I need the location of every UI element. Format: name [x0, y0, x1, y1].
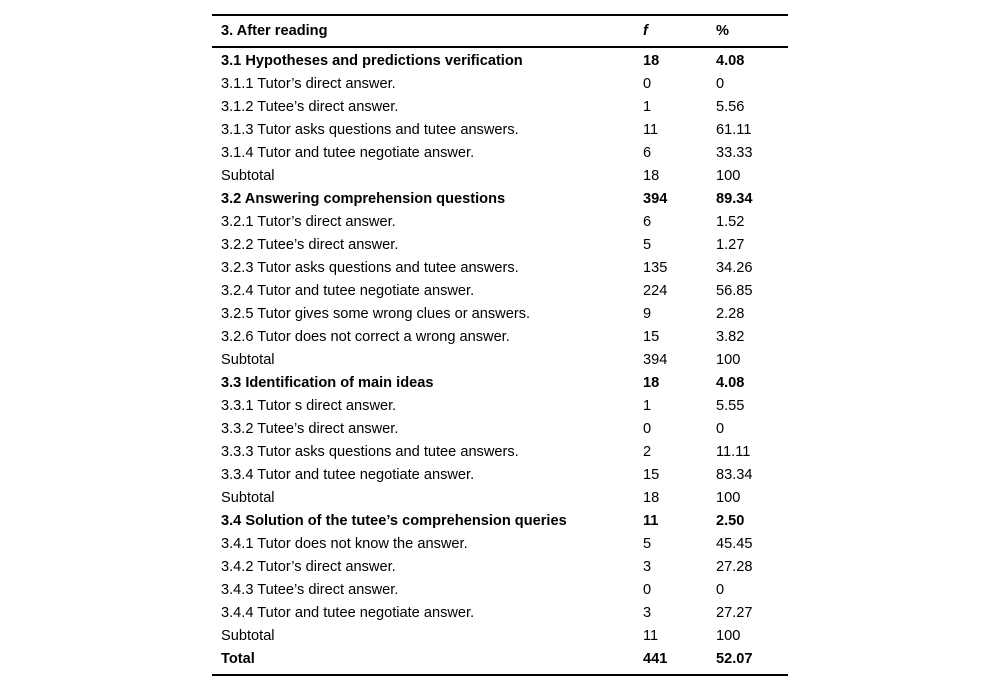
cell-percent: 1.27	[716, 237, 745, 253]
cell-frequency: 9	[643, 306, 652, 322]
table-row	[212, 418, 788, 441]
table-body	[212, 48, 788, 674]
cell-percent: 61.11	[716, 122, 752, 138]
cell-percent: 100	[716, 490, 741, 506]
cell-frequency: 11	[643, 513, 659, 529]
table-row	[212, 441, 788, 464]
cell-category: 3.2.2 Tutee’s direct answer.	[221, 237, 399, 253]
cell-category: 3.4.2 Tutor’s direct answer.	[221, 559, 396, 575]
cell-percent: 27.28	[716, 559, 753, 575]
cell-category: 3.1.3 Tutor asks questions and tutee answers.	[221, 122, 519, 138]
cell-category: 3.2 Answering comprehension questions	[221, 191, 506, 207]
cell-category: 3.1.2 Tutee’s direct answer.	[221, 99, 399, 115]
cell-category: 3.3 Identification of main ideas	[221, 375, 434, 391]
cell-frequency: 5	[643, 536, 652, 552]
cell-category: Subtotal	[221, 628, 275, 644]
cell-percent: 2.50	[716, 513, 745, 529]
cell-frequency: 18	[643, 490, 660, 506]
cell-percent: 0	[716, 421, 725, 437]
cell-percent: 34.26	[716, 260, 753, 276]
cell-category: 3.4 Solution of the tutee’s comprehension queries	[221, 513, 567, 529]
cell-category: 3.4.4 Tutor and tutee negotiate answer.	[221, 605, 475, 621]
table-row	[212, 556, 788, 579]
table-row	[212, 211, 788, 234]
cell-percent: 5.55	[716, 398, 745, 414]
cell-percent: 4.08	[716, 53, 745, 69]
cell-frequency: 6	[643, 145, 652, 161]
cell-category: 3.3.2 Tutee’s direct answer.	[221, 421, 399, 437]
table-row	[212, 487, 788, 510]
cell-category: 3.3.3 Tutor asks questions and tutee answers.	[221, 444, 519, 460]
cell-frequency: 11	[643, 628, 659, 644]
cell-percent: 0	[716, 76, 725, 92]
cell-percent: 11.11	[716, 444, 751, 460]
cell-percent: 5.56	[716, 99, 745, 115]
table-row	[212, 303, 788, 326]
table-row	[212, 165, 788, 188]
table-row	[212, 257, 788, 280]
cell-category: 3.1 Hypotheses and predictions verification	[221, 53, 523, 69]
cell-frequency: 394	[643, 191, 668, 207]
table-row	[212, 50, 788, 73]
cell-frequency: 5	[643, 237, 652, 253]
table-row	[212, 602, 788, 625]
cell-frequency: 6	[643, 214, 652, 230]
cell-frequency: 3	[643, 605, 652, 621]
cell-percent: 100	[716, 628, 741, 644]
header-percent-label: %	[716, 22, 729, 39]
cell-percent: 4.08	[716, 375, 745, 391]
cell-percent: 56.85	[716, 283, 753, 299]
cell-frequency: 18	[643, 375, 660, 391]
cell-category: 3.3.4 Tutor and tutee negotiate answer.	[221, 467, 475, 483]
cell-percent: 100	[716, 168, 741, 184]
cell-percent: 27.27	[716, 605, 753, 621]
cell-category: 3.2.1 Tutor’s direct answer.	[221, 214, 396, 230]
table-row	[212, 349, 788, 372]
cell-category: 3.2.4 Tutor and tutee negotiate answer.	[221, 283, 475, 299]
cell-category: 3.4.3 Tutee’s direct answer.	[221, 582, 399, 598]
table-row	[212, 533, 788, 556]
cell-percent: 1.52	[716, 214, 745, 230]
table-row	[212, 96, 788, 119]
cell-category: 3.1.1 Tutor’s direct answer.	[221, 76, 396, 92]
cell-percent: 33.33	[716, 145, 753, 161]
cell-frequency: 394	[643, 352, 668, 368]
cell-percent: 0	[716, 582, 725, 598]
cell-category: 3.4.1 Tutor does not know the answer.	[221, 536, 468, 552]
table-row	[212, 73, 788, 96]
cell-category: Subtotal	[221, 490, 275, 506]
cell-frequency: 2	[643, 444, 652, 460]
cell-category: 3.2.3 Tutor asks questions and tutee answers.	[221, 260, 519, 276]
cell-frequency: 224	[643, 283, 668, 299]
cell-frequency: 0	[643, 421, 652, 437]
table-row	[212, 625, 788, 648]
cell-frequency: 135	[643, 260, 668, 276]
table-row	[212, 464, 788, 487]
table-header-row	[212, 16, 788, 48]
cell-percent: 45.45	[716, 536, 753, 552]
table-row	[212, 648, 788, 671]
cell-percent: 52.07	[716, 651, 753, 667]
header-category-label: 3. After reading	[221, 22, 328, 39]
table-row	[212, 142, 788, 165]
cell-category: 3.2.5 Tutor gives some wrong clues or answers.	[221, 306, 531, 322]
table-row	[212, 280, 788, 303]
cell-frequency: 0	[643, 582, 652, 598]
cell-frequency: 18	[643, 168, 660, 184]
cell-percent: 89.34	[716, 191, 753, 207]
table-row	[212, 326, 788, 349]
cell-category: 3.2.6 Tutor does not correct a wrong answer.	[221, 329, 510, 345]
cell-category: Total	[221, 651, 255, 667]
cell-frequency: 1	[643, 99, 652, 115]
table-row	[212, 119, 788, 142]
cell-percent: 2.28	[716, 306, 745, 322]
cell-category: 3.1.4 Tutor and tutee negotiate answer.	[221, 145, 475, 161]
table-row	[212, 395, 788, 418]
cell-percent: 100	[716, 352, 741, 368]
table-row	[212, 579, 788, 602]
cell-frequency: 11	[643, 122, 659, 138]
cell-percent: 83.34	[716, 467, 753, 483]
cell-frequency: 441	[643, 651, 668, 667]
cell-category: 3.3.1 Tutor s direct answer.	[221, 398, 397, 414]
table-row	[212, 234, 788, 257]
cell-frequency: 18	[643, 53, 660, 69]
cell-category: Subtotal	[221, 168, 275, 184]
cell-percent: 3.82	[716, 329, 745, 345]
coding-frequency-table	[212, 14, 788, 676]
table-row	[212, 188, 788, 211]
header-frequency-label: f	[643, 22, 648, 39]
cell-frequency: 15	[643, 467, 660, 483]
cell-frequency: 15	[643, 329, 660, 345]
cell-frequency: 3	[643, 559, 652, 575]
cell-category: Subtotal	[221, 352, 275, 368]
cell-frequency: 1	[643, 398, 652, 414]
table-row	[212, 372, 788, 395]
table-row	[212, 510, 788, 533]
cell-frequency: 0	[643, 76, 652, 92]
